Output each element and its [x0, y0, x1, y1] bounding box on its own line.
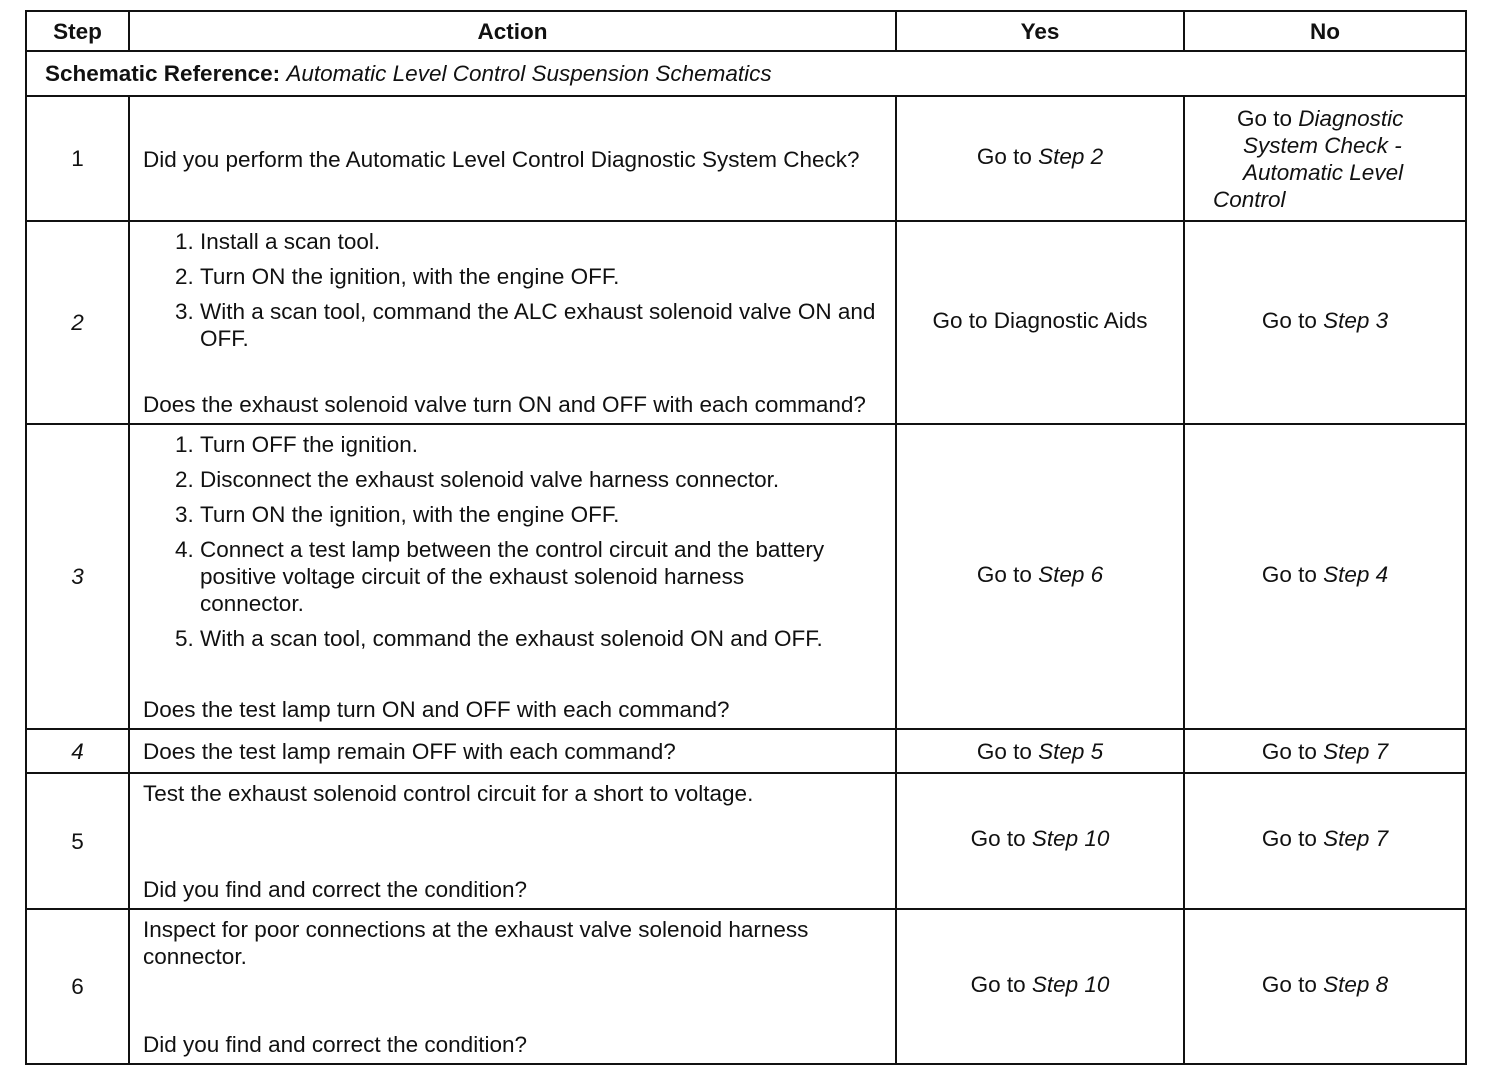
schematic-link[interactable]: Automatic Level Control Suspension Schematics — [286, 61, 772, 86]
no-cell — [1184, 773, 1466, 909]
action-cell — [129, 909, 896, 1064]
no-prefix: Go to — [1261, 826, 1317, 851]
no-link[interactable]: Step 3 — [1323, 307, 1389, 333]
schematic-row — [26, 51, 1466, 96]
table-row — [26, 221, 1466, 424]
list-item: 3. With a scan tool, command the ALC exhaust solenoid valve ON and OFF. — [200, 298, 885, 352]
yes-cell — [896, 96, 1184, 221]
step-number: 5 — [26, 773, 129, 909]
list-item: 2. Turn ON the ignition, with the engine OFF. — [200, 263, 885, 290]
step-number: 3 — [26, 424, 129, 729]
no-link-line[interactable]: Automatic Level — [1243, 160, 1404, 185]
table-row — [26, 909, 1466, 1064]
header-action: Action — [129, 11, 896, 51]
yes-link[interactable]: Step 10 — [1031, 826, 1110, 851]
action-cell — [129, 729, 896, 773]
header-yes: Yes — [896, 11, 1184, 51]
action-text: Inspect for poor connections at the exhaust valve solenoid harness connector. — [143, 917, 809, 969]
step-list — [143, 431, 885, 660]
table-row — [26, 729, 1466, 773]
step-list — [143, 228, 885, 360]
no-prefix: Go to — [1237, 106, 1293, 131]
schematic-reference — [26, 51, 1466, 96]
yes-cell — [896, 424, 1184, 729]
yes-link[interactable]: Step 2 — [1038, 143, 1104, 169]
list-item: 3. Turn ON the ignition, with the engine OFF. — [200, 501, 885, 528]
action-cell — [129, 424, 896, 729]
action-text: Did you perform the Automatic Level Control Diagnostic System Check? — [143, 146, 860, 172]
yes-cell — [896, 909, 1184, 1064]
step-number: 4 — [26, 729, 129, 773]
no-cell — [1184, 424, 1466, 729]
action-question: Did you find and correct the condition? — [143, 877, 527, 902]
list-item: 5. With a scan tool, command the exhaust solenoid ON and OFF. — [200, 625, 885, 652]
no-link-line[interactable]: System Check - — [1243, 133, 1402, 158]
header-row — [26, 11, 1466, 51]
no-cell — [1184, 909, 1466, 1064]
no-link[interactable]: Step 4 — [1323, 561, 1389, 587]
action-cell — [129, 773, 896, 909]
no-prefix: Go to — [1261, 561, 1317, 587]
table-row — [26, 96, 1466, 221]
list-item: 1. Turn OFF the ignition. — [200, 431, 885, 458]
table-row — [26, 424, 1466, 729]
yes-prefix: Go to — [976, 143, 1032, 169]
no-prefix: Go to — [1261, 307, 1317, 333]
no-link[interactable]: Step 7 — [1323, 826, 1389, 851]
yes-prefix: Go to — [976, 738, 1032, 764]
yes-prefix: Go to — [970, 971, 1026, 997]
no-cell — [1184, 729, 1466, 773]
yes-cell — [896, 221, 1184, 424]
list-item: 1. Install a scan tool. — [200, 228, 885, 255]
no-prefix: Go to — [1261, 971, 1317, 997]
diagnostic-table — [25, 10, 1467, 1065]
schematic-label: Schematic Reference: — [45, 61, 281, 86]
list-item: 4. Connect a test lamp between the control circuit and the battery positive voltage circuit of the exhaust solenoid harness connector. — [200, 536, 885, 617]
step-number: 2 — [26, 221, 129, 424]
yes-link[interactable]: Step 10 — [1031, 971, 1110, 997]
action-cell — [129, 221, 896, 424]
no-cell — [1184, 221, 1466, 424]
step-number: 1 — [26, 96, 129, 221]
step-number: 6 — [26, 909, 129, 1064]
yes-prefix: Go to — [970, 826, 1026, 851]
action-question: Does the test lamp remain OFF with each command? — [143, 738, 676, 764]
action-question: Did you find and correct the condition? — [143, 1032, 527, 1057]
no-cell — [1184, 96, 1466, 221]
yes-cell — [896, 729, 1184, 773]
yes-link[interactable]: Step 5 — [1038, 738, 1104, 764]
table-row — [26, 773, 1466, 909]
action-question: Does the test lamp turn ON and OFF with each command? — [143, 697, 730, 722]
action-text: Test the exhaust solenoid control circuit for a short to voltage. — [143, 781, 754, 806]
header-step: Step — [26, 11, 129, 51]
no-link[interactable]: Diagnostic — [1298, 106, 1404, 131]
action-question: Does the exhaust solenoid valve turn ON and OFF with each command? — [143, 392, 866, 417]
list-item: 2. Disconnect the exhaust solenoid valve harness connector. — [200, 466, 885, 493]
yes-link[interactable]: Step 6 — [1038, 561, 1104, 587]
yes-cell — [896, 773, 1184, 909]
no-prefix: Go to — [1261, 738, 1317, 764]
no-link[interactable]: Step 7 — [1323, 738, 1389, 764]
action-cell — [129, 96, 896, 221]
yes-prefix: Go to — [976, 561, 1032, 587]
yes-link[interactable]: Go to Diagnostic Aids — [932, 307, 1148, 333]
no-link-line[interactable]: Control — [1213, 187, 1286, 212]
header-no: No — [1184, 11, 1466, 51]
no-link[interactable]: Step 8 — [1323, 971, 1389, 997]
